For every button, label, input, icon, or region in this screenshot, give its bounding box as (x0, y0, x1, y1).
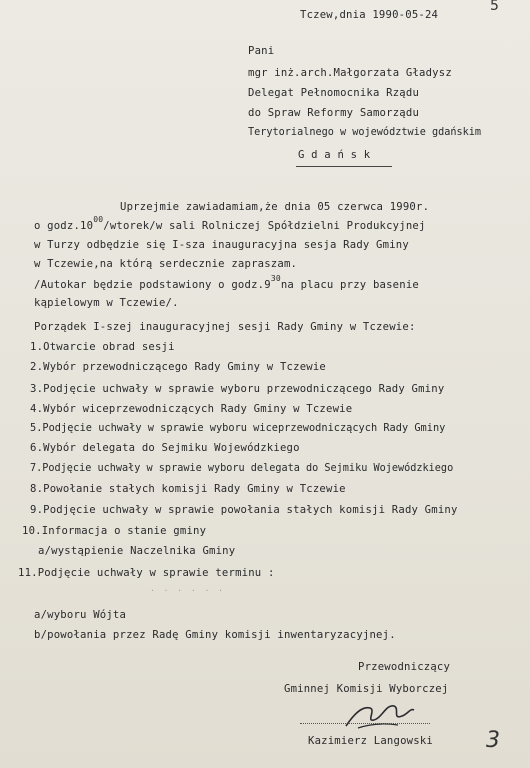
handwritten-signature (340, 696, 420, 736)
faint-bleedthrough-mark: · · · · · · (150, 586, 225, 595)
agenda-item: 5.Podjęcie uchwały w sprawie wyboru wiceprzewodniczących Rady Gminy (30, 422, 446, 434)
agenda-item: 4.Wybór wiceprzewodniczących Rady Gminy w Tczewie (30, 403, 353, 415)
bus-text: /Autokar będzie podstawiony o godz.9 (34, 279, 271, 291)
paragraph-line (34, 274, 419, 293)
agenda-item: 11.Podjęcie uchwały w sprawie terminu : (18, 567, 275, 579)
bus-place-text: na placu przy basenie (280, 279, 419, 291)
agenda-subitem: a/wyboru Wójta (34, 609, 127, 621)
agenda-item: 2.Wybór przewodniczącego Rady Gminy w Tczewie (30, 361, 327, 373)
corner-mark: 5 (490, 0, 499, 14)
agenda-title: Porządek I-szej inauguracyjnej sesji Rady Gminy w Tczewie: (34, 321, 416, 333)
city-underline (296, 166, 392, 167)
signature-title: Przewodniczący (358, 661, 451, 673)
agenda-item: 8.Powołanie stałych komisji Rady Gminy w Tczewie (30, 483, 346, 495)
agenda-item: 10.Informacja o stanie gminy (22, 525, 207, 537)
addressee-salutation: Pani (248, 45, 275, 57)
signatory-name: Kazimierz Langowski (308, 735, 433, 747)
paragraph-line: Uprzejmie zawiadamiam,że dnia 05 czerwca 1990r. (120, 201, 430, 213)
agenda-subitem: b/powołania przez Radę Gminy komisji inwentaryzacyjnej. (34, 629, 396, 641)
signature-body: Gminnej Komisji Wyborczej (284, 683, 449, 695)
addressee-line: do Spraw Reformy Samorządu (248, 107, 420, 119)
venue-text: /wtorek/w sali Rolniczej Spółdzielni Produkcyjnej (103, 220, 426, 232)
agenda-item: 7.Podjęcie uchwały w sprawie wyboru delegata do Sejmiku Wojewódzkiego (30, 463, 454, 474)
agenda-item: 1.Otwarcie obrad sesji (30, 341, 175, 353)
paragraph-line: kąpielowym w Tczewie/. (34, 297, 179, 309)
addressee-line: Terytorialnego w województwie gdańskim (248, 127, 482, 138)
agenda-item: 9.Podjęcie uchwały w sprawie powołania stałych komisji Rady Gminy (30, 504, 458, 516)
time-text: o godz.10 (34, 220, 94, 232)
addressee-line: mgr inż.arch.Małgorzata Gładysz (248, 67, 452, 79)
paragraph-line: w Tczewie,na którą serdecznie zapraszam. (34, 258, 298, 270)
time-superscript: 00 (93, 215, 104, 224)
paragraph-line (34, 215, 426, 234)
paragraph-line: w Turzy odbędzie się I-sza inauguracyjna sesja Rady Gminy (34, 239, 409, 251)
addressee-city: G d a ń s k (298, 149, 371, 161)
bus-time-superscript: 30 (270, 274, 281, 283)
agenda-item: 3.Podjęcie uchwały w sprawie wyboru przewodniczącego Rady Gminy (30, 383, 445, 395)
addressee-line: Delegat Pełnomocnika Rządu (248, 87, 420, 99)
page-number-mark: 3 (486, 728, 500, 753)
agenda-subitem: a/wystąpienie Naczelnika Gminy (38, 545, 236, 557)
agenda-item: 6.Wybór delegata do Sejmiku Wojewódzkiego (30, 442, 300, 454)
place-date: Tczew,dnia 1990-05-24 (300, 9, 439, 21)
